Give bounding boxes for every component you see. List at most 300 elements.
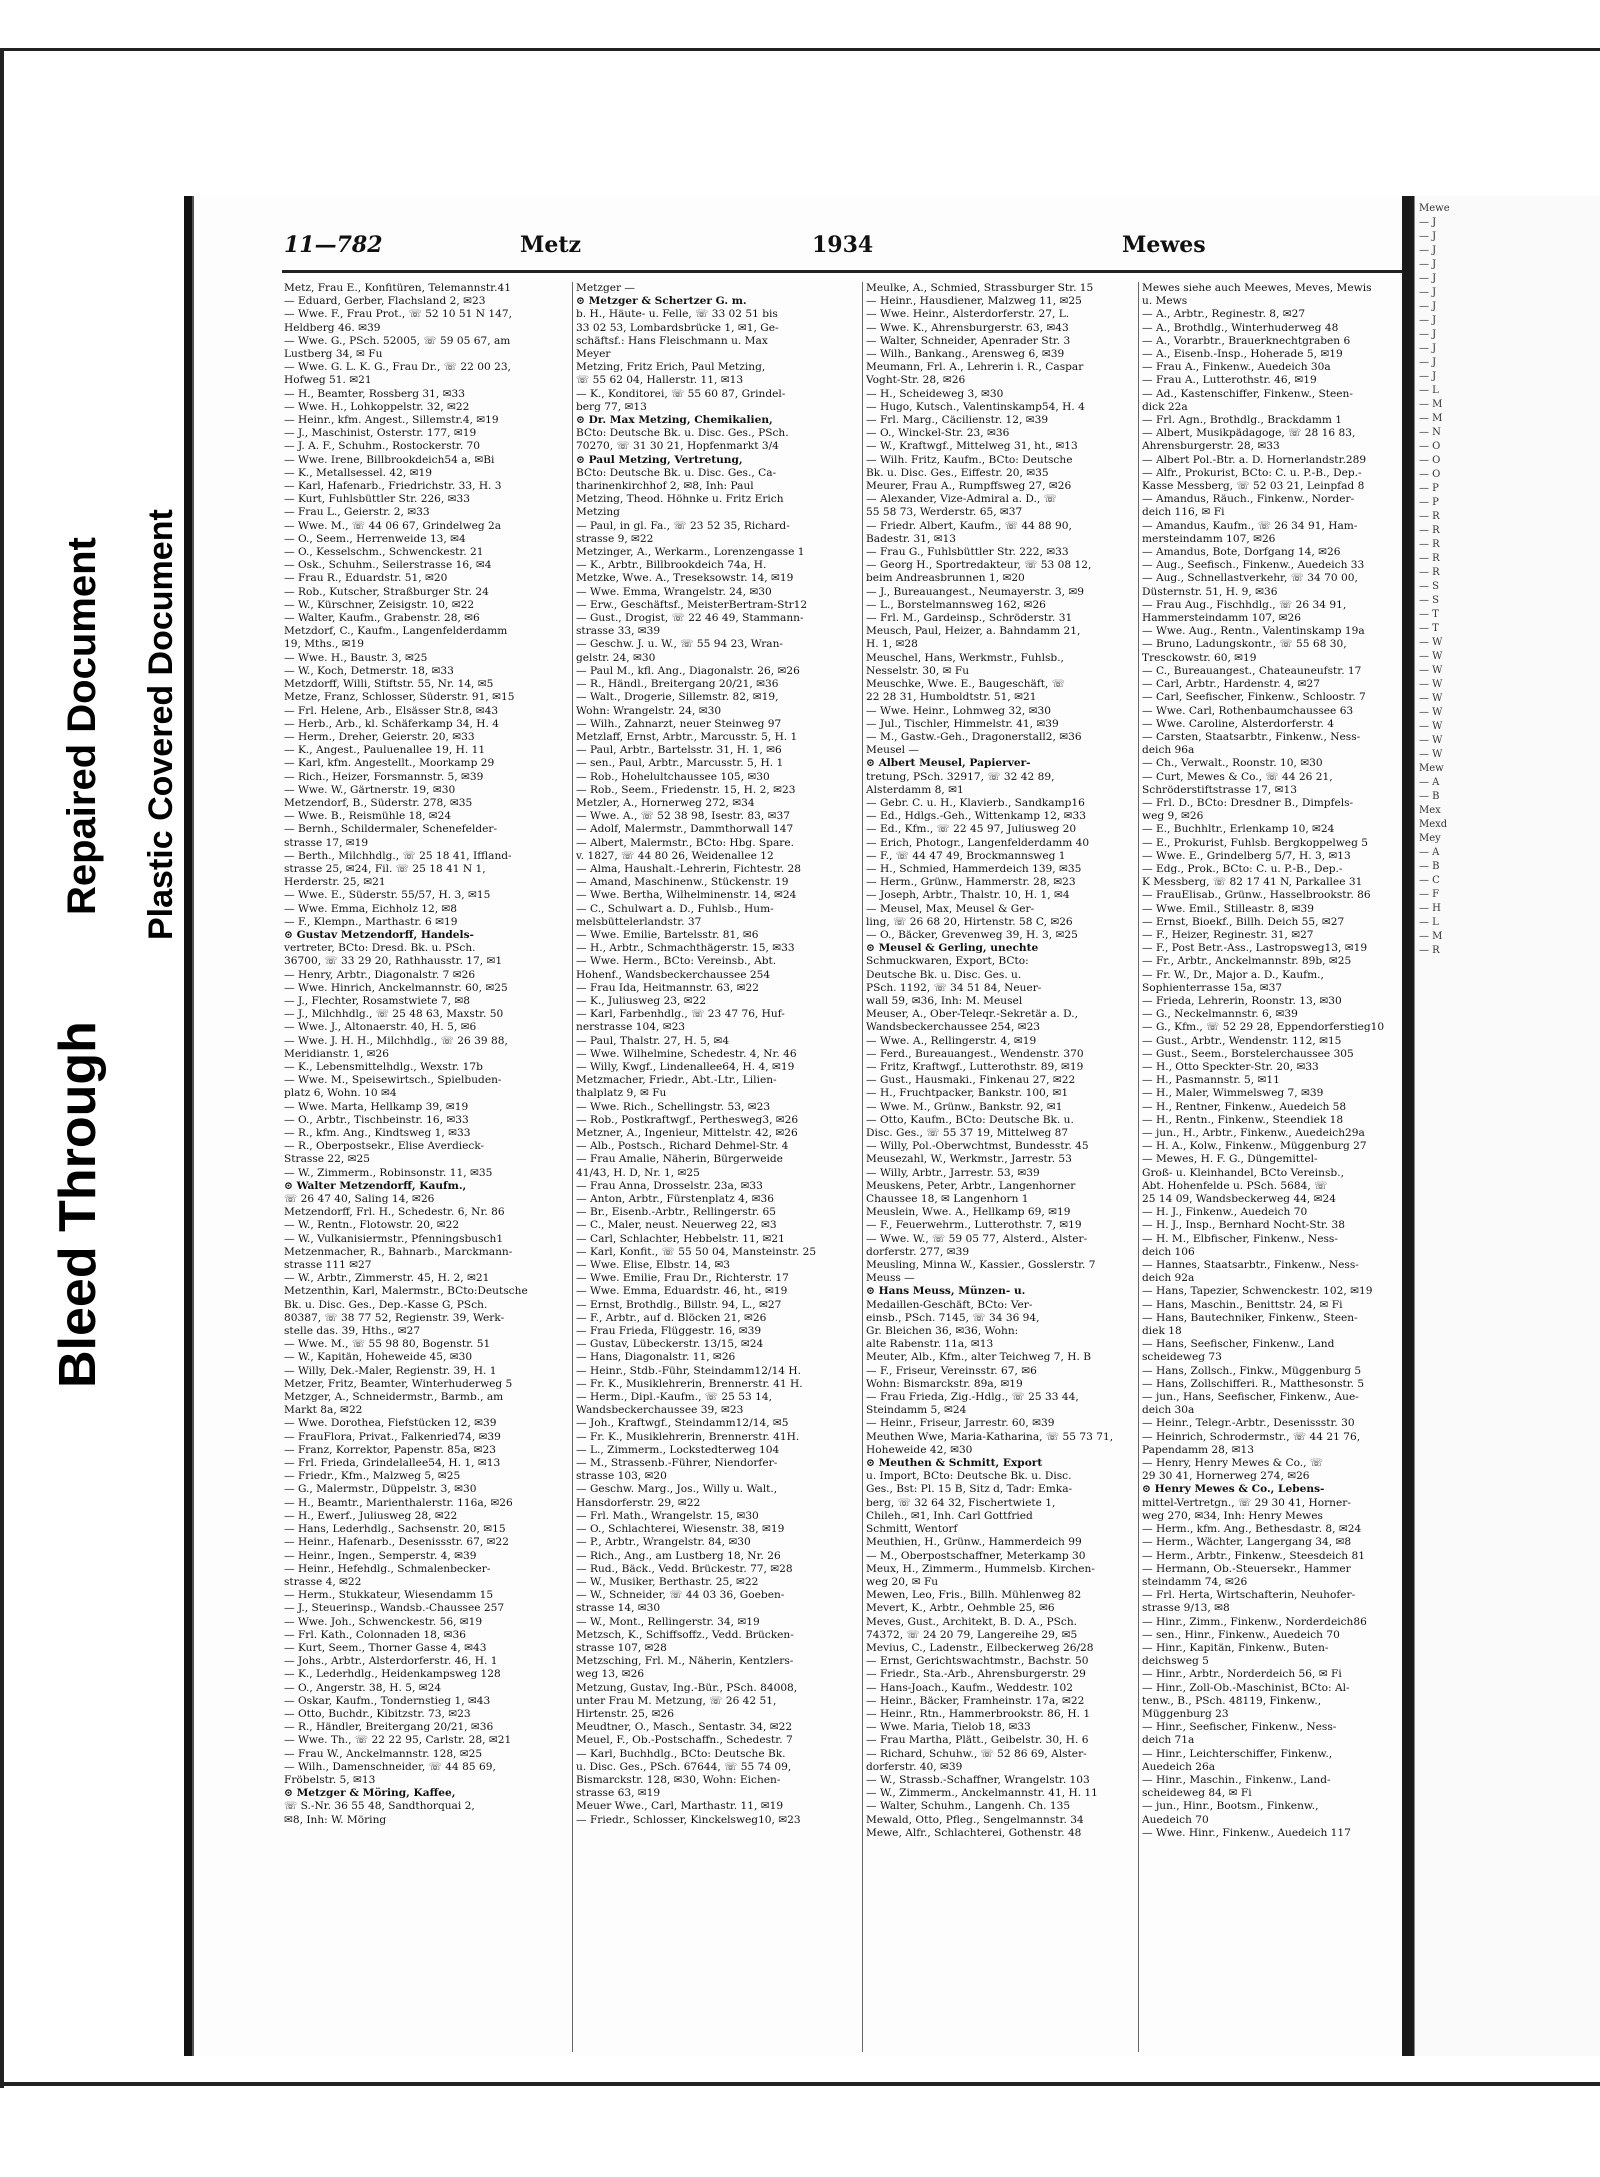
directory-entry-line: schäftsf.: Hans Fleischmann u. Max	[576, 334, 768, 347]
directory-entry-line: — Wwe. Maria, Tielob 18, ✉33	[866, 1721, 1031, 1734]
directory-entry-line: ☏ S.-Nr. 36 55 48, Sandthorquai 2,	[284, 1800, 475, 1813]
directory-entry-line: — Karl, Farbenhdlg., ☏ 23 47 76, Huf-	[576, 1008, 785, 1021]
directory-entry-line: — R., Händler, Breitergang 20/21, ✉36	[284, 1721, 494, 1734]
directory-entry-line: 29 30 41, Hornerweg 274, ✉26	[1142, 1470, 1310, 1483]
directory-entry-line: 41/43, H. D, Nr. 1, ✉25	[576, 1166, 700, 1179]
directory-entry-line: Groß- u. Kleinhandel, BCto Vereinsb.,	[1142, 1166, 1344, 1179]
adjacent-page-line: — W	[1419, 735, 1443, 746]
directory-entry-line: — Johs., Arbtr., Alsterdorferstr. 46, H. 1	[284, 1655, 498, 1668]
directory-entry-line: — H., Pasmannstr. 5, ✉11	[1142, 1074, 1280, 1087]
directory-entry-line: strasse 103, ✉20	[576, 1470, 667, 1483]
directory-entry-line: berg, ☏ 32 64 32, Fischertwiete 1,	[866, 1496, 1056, 1509]
directory-entry-line: weg 9, ✉26	[1142, 810, 1204, 823]
directory-entry-line: — Rob., Seem., Friedenstr. 15, H. 2, ✉23	[576, 783, 796, 796]
directory-entry-line: — Frau Frieda, Flüggestr. 16, ✉39	[576, 1325, 762, 1338]
directory-entry-line: Mewe, Alfr., Schlachterei, Gothenstr. 48	[866, 1826, 1082, 1839]
directory-entry-line: — Wilh., Bankang., Arensweg 6, ✉39	[866, 348, 1065, 361]
directory-entry-line: — Wwe. Bertha, Wilhelminenstr. 14, ✉24	[576, 889, 797, 902]
directory-entry-line: — C., Bureauangest., Chateauneufstr. 17	[1142, 664, 1362, 677]
directory-entry-line: 22 28 31, Humboldtstr. 51, ✉21	[866, 691, 1037, 704]
directory-entry-line: — Geschw. J. u. W., ☏ 55 94 23, Wran-	[576, 638, 784, 651]
directory-entry-line: — O., Schlachterei, Wiesenstr. 38, ✉19	[576, 1523, 785, 1536]
directory-entry-line: u. Disc. Ges., PSch. 67644, ☏ 55 74 09,	[576, 1760, 792, 1773]
directory-entry-line: — P., Arbtr., Wrangelstr. 84, ✉30	[576, 1536, 751, 1549]
directory-entry-line: — Wwe. M., Grünw., Bankstr. 92, ✉1	[866, 1100, 1063, 1113]
directory-entry-line: Alsterdamm 8, ✉1	[866, 783, 964, 796]
directory-entry-line: Chileh., ✉1, Inh. Carl Gottfried	[866, 1509, 1033, 1522]
directory-entry-line: — Hans-Joach., Kaufm., Weddestr. 102	[866, 1681, 1073, 1694]
adjacent-page-line: — A	[1419, 847, 1440, 858]
directory-entry-line: — G., Neckelmannstr. 6, ✉39	[1142, 1008, 1298, 1021]
directory-entry-line: Disc. Ges., ☏ 55 37 19, Mittelweg 87	[866, 1127, 1069, 1139]
directory-entry-line: Wandsbeckerchaussee 254, ✉23	[866, 1021, 1041, 1034]
directory-entry-line: — Rob., Postkraftwgf., Perthesweg3, ✉26	[576, 1113, 799, 1126]
directory-entry-line: strasse 9, ✉22	[576, 532, 654, 545]
directory-entry-line: — G., Kfm., ☏ 52 29 28, Eppendorferstieg10	[1142, 1021, 1385, 1034]
directory-entry-line: — Heinr., Ingen., Semperstr. 4, ✉39	[284, 1549, 477, 1562]
directory-entry-line: Meumann, Frl. A., Lehrerin i. R., Caspar	[866, 361, 1084, 374]
directory-entry-line: — Wwe. Dorothea, Fiefstücken 12, ✉39	[284, 1417, 497, 1430]
directory-entry-line: Müggenburg 23	[1142, 1707, 1229, 1720]
directory-entry-line: — Ed., Kfm., ☏ 22 45 97, Juliusweg 20	[866, 823, 1077, 836]
directory-entry-line: deich 71a	[1142, 1734, 1195, 1747]
directory-entry-line: Meuthen Wwe, Maria-Katharina, ☏ 55 73 71,	[866, 1430, 1114, 1443]
directory-entry-line: — M., Gastw.-Geh., Dragonerstall2, ✉36	[866, 730, 1082, 743]
directory-entry-line: — Walt., Drogerie, Sillemstr. 82, ✉19,	[576, 691, 779, 704]
directory-entry-line: Meuel, F., Ob.-Postschaffn., Schedestr. 7	[576, 1734, 793, 1747]
directory-entry-line: v. 1827, ☏ 44 80 26, Weidenallee 12	[576, 849, 774, 862]
directory-entry-line: — F., Heizer, Reginestr. 31, ✉27	[1142, 928, 1314, 941]
directory-entry-line: — W., Arbtr., Zimmerstr. 45, H. 2, ✉21	[284, 1272, 490, 1285]
directory-entry-line: — Herm., Dreher, Geierstr. 20, ✉33	[284, 730, 475, 743]
directory-entry-line: strasse 107, ✉28	[576, 1641, 667, 1654]
directory-entry-line: — Henry, Arbtr., Diagonalstr. 7 ✉26	[284, 968, 476, 981]
directory-entry-line: — jun., H., Arbtr., Finkenw., Auedeich29a	[1142, 1127, 1365, 1139]
directory-entry-line: — Wwe. Herm., BCto: Vereinsb., Abt.	[576, 955, 777, 968]
directory-entry-line: Metzdorff, Willi, Stiftstr. 55, Nr. 14, ✉5	[284, 678, 494, 691]
adjacent-page-line: — J	[1419, 329, 1437, 340]
directory-entry-line: — Wwe. Wilhelmine, Schedestr. 4, Nr. 46	[576, 1047, 797, 1060]
directory-entry-line: Metzinger, A., Werkarm., Lorenzengasse 1	[576, 546, 805, 559]
directory-entry-line: — Frieda, Lehrerin, Roonstr. 13, ✉30	[1142, 994, 1342, 1007]
directory-entry-line: ⊙ Dr. Max Metzing, Chemikalien,	[576, 414, 773, 427]
directory-entry-line: b. H., Häute- u. Felle, ☏ 33 02 51 bis	[576, 308, 778, 321]
directory-entry-line: — R., kfm. Ang., Kindtsweg 1, ✉33	[284, 1127, 471, 1139]
directory-entry-line: — M., Strassenb.-Führer, Niendorfer-	[576, 1457, 778, 1470]
directory-entry-line: Markt 8a, ✉22	[284, 1404, 363, 1417]
directory-entry-line: Mewes siehe auch Meewes, Meves, Mewis	[1142, 282, 1372, 294]
directory-entry-line: wall 59, ✉36, Inh: M. Meusel	[866, 994, 1023, 1007]
directory-entry-line: — Eduard, Gerber, Flachsland 2, ✉23	[284, 295, 486, 308]
directory-entry-line: — Walter, Kaufm., Grabenstr. 28, ✉6	[284, 612, 480, 625]
directory-entry-line: ⊙ Meuthen & Schmitt, Export	[866, 1457, 1043, 1470]
directory-entry-line: — Wwe. W., Gärtnerstr. 19, ✉30	[284, 783, 456, 796]
directory-entry-line: einsb., PSch. 7145, ☏ 34 36 94,	[866, 1311, 1040, 1324]
directory-entry-line: — Hans, Zollsch., Finkw., Müggenburg 5	[1142, 1364, 1362, 1377]
directory-entry-line: thalplatz 9, ✉ Fu	[576, 1087, 667, 1100]
directory-entry-line: Wandsbeckerchaussee 39, ✉23	[576, 1404, 744, 1417]
directory-entry-line: — Wwe. Emilie, Bartelsstr. 81, ✉6	[576, 928, 759, 941]
directory-entry-line: — Wwe. H., Baustr. 3, ✉25	[284, 651, 428, 664]
directory-entry-line: — Wwe. M., ☏ 55 98 80, Bogenstr. 51	[284, 1338, 491, 1351]
directory-entry-line: — K., Konditorei, ☏ 55 60 87, Grindel-	[576, 387, 786, 400]
directory-entry-line: ⊙ Henry Mewes & Co., Lebens-	[1142, 1483, 1325, 1496]
adjacent-page-line: — S	[1419, 595, 1440, 606]
directory-entry-line: — Wwe. F., Frau Prot., ☏ 52 10 51 N 147,	[284, 308, 512, 321]
directory-entry-line: 74372, ☏ 24 20 79, Langereihe 29, ✉5	[866, 1628, 1078, 1641]
directory-entry-line: Metzke, Wwe. A., Treseksowstr. 14, ✉19	[576, 572, 794, 585]
directory-entry-line: — O., Winckel-Str. 23, ✉36	[866, 427, 1010, 440]
directory-entry-line: H. 1, ✉28	[866, 638, 918, 651]
directory-entry-line: — Herm., Dipl.-Kaufm., ☏ 25 53 14,	[576, 1391, 772, 1404]
directory-entry-line: — Bruno, Ladungskontr., ☏ 55 68 30,	[1142, 638, 1347, 651]
directory-entry-line: — Ernst, Gerichtswachtmstr., Bachstr. 50	[866, 1655, 1089, 1668]
directory-entry-line: Nesselstr. 30, ✉ Fu	[866, 664, 970, 677]
plastic-covered-label: Plastic Covered Document	[142, 509, 180, 940]
directory-entry-line: ⊙ Meusel & Gerling, unechte	[866, 942, 1039, 955]
directory-entry-line: — Erw., Geschäftsf., MeisterBertram-Str12	[576, 598, 808, 611]
page-gutter	[1402, 196, 1414, 2056]
directory-entry-line: scheideweg 73	[1142, 1351, 1222, 1364]
directory-entry-line: deich 106	[1142, 1245, 1195, 1258]
directory-entry-line: tharinenkirchhof 2, ✉8, Inh: Paul	[576, 480, 754, 493]
directory-entry-line: strasse 9/13, ✉8	[1142, 1602, 1230, 1615]
directory-entry-line: nerstrasse 104, ✉23	[576, 1021, 686, 1034]
directory-entry-line: — Mewes, H. F. G., Düngemittel-	[1142, 1153, 1318, 1166]
directory-entry-line: — Frau Ida, Heitmannstr. 63, ✉22	[576, 981, 759, 994]
directory-entry-line: berg 77, ✉13	[576, 400, 647, 413]
adjacent-page-line: — H	[1419, 903, 1441, 914]
directory-entry-line: — Ernst, Bioekf., Billh. Deich 55, ✉27	[1142, 915, 1345, 928]
directory-entry-line: — W., Kapitän, Hoheweide 45, ✉30	[284, 1351, 473, 1364]
directory-entry-line: — Aug., Schnellastverkehr, ☏ 34 70 00,	[1142, 572, 1358, 585]
directory-entry-line: — H., Beamtr., Marienthalerstr. 116a, ✉26	[284, 1496, 513, 1509]
directory-entry-line: Meuer Wwe., Carl, Marthastr. 11, ✉19	[576, 1800, 784, 1813]
directory-entry-line: Hofweg 51. ✉21	[284, 374, 372, 387]
directory-entry-line: ⊙ Metzger & Schertzer G. m.	[576, 295, 747, 308]
directory-entry-line: strasse 25, ✉24, Fil. ☏ 25 18 41 N 1,	[284, 862, 486, 875]
directory-entry-line: Mevius, C., Ladenstr., Eilbeckerweg 26/28	[866, 1641, 1094, 1654]
directory-entry-line: — H. J., Finkenw., Auedeich 70	[1142, 1206, 1308, 1219]
adjacent-page-line: — R	[1419, 511, 1440, 522]
directory-entry-line: — Hinr., Leichterschiffer, Finkenw.,	[1142, 1747, 1333, 1760]
directory-entry-line: Metzdorf, C., Kaufm., Langenfelderdamm	[284, 625, 508, 638]
directory-entry-line: — sen., Hinr., Finkenw., Auedeich 70	[1142, 1628, 1340, 1641]
directory-entry-line: 25 14 09, Wandsbeckerweg 44, ✉24	[1142, 1193, 1337, 1206]
directory-entry-line: ⊙ Metzger & Möring, Kaffee,	[284, 1787, 456, 1800]
directory-entry-line: Metzing, Fritz Erich, Paul Metzing,	[576, 361, 766, 374]
directory-entry-line: — Jul., Tischler, Himmelstr. 41, ✉39	[866, 717, 1059, 730]
directory-entry-line: — Frau Anna, Drosselstr. 23a, ✉33	[576, 1179, 763, 1192]
adjacent-page-line: — R	[1419, 945, 1440, 956]
directory-entry-line: — Herm., Stukkateur, Wiesendamm 15	[284, 1589, 494, 1602]
directory-entry-line: — Wilh., Zahnarzt, neuer Steinweg 97	[576, 717, 782, 730]
directory-entry-line: — Heinr., Friseur, Jarrestr. 60, ✉39	[866, 1417, 1055, 1430]
directory-entry-line: — Hinr., Arbtr., Norderdeich 56, ✉ Fi	[1142, 1668, 1342, 1681]
directory-entry-line: — Albert, Musikpädagoge, ☏ 28 16 83,	[1142, 427, 1356, 440]
adjacent-page-line: — J	[1419, 231, 1437, 242]
directory-entry-line: — Ferd., Bureauangest., Wendenstr. 370	[866, 1047, 1084, 1060]
directory-entry-line: — Henry, Henry Mewes & Co., ☏	[1142, 1457, 1324, 1470]
adjacent-page-line: — J	[1419, 217, 1437, 228]
directory-entry-line: — H., Otto Speckter-Str. 20, ✉33	[1142, 1060, 1319, 1073]
directory-entry-line: deich 116, ✉ Fi	[1142, 506, 1225, 519]
directory-entry-line: — W., Kürschner, Zeisigstr. 10, ✉22	[284, 598, 475, 611]
directory-entry-line: Metzmacher, Friedr., Abt.-Ltr., Lilien-	[576, 1074, 777, 1087]
directory-entry-line: — Adolf, Malermstr., Dammthorwall 147	[576, 823, 794, 836]
directory-entry-line: Metzger, A., Schneidermstr., Barmb., am	[284, 1391, 504, 1404]
directory-entry-line: — Hans, Lederhdlg., Sachsenstr. 20, ✉15	[284, 1523, 506, 1536]
directory-entry-line: — Oskar, Kaufm., Tondernstieg 1, ✉43	[284, 1694, 491, 1707]
directory-entry-line: Metzendorf, B., Süderstr. 278, ✉35	[284, 796, 473, 809]
directory-entry-line: — Herb., Arb., kl. Schäferkamp 34, H. 4	[284, 717, 499, 730]
directory-entry-line: — Gust., Drogist, ☏ 22 46 49, Stammann-	[576, 612, 804, 625]
directory-entry-line: vertreter, BCto: Dresd. Bk. u. PSch.	[284, 942, 476, 955]
directory-entry-line: BCto: Deutsche Bk. u. Disc. Ges., PSch.	[576, 427, 789, 440]
directory-entry-line: Metzsching, Frl. M., Näherin, Kentzlers-	[576, 1655, 794, 1668]
directory-entry-line: ⊙ Albert Meusel, Papierver-	[866, 757, 1031, 770]
directory-entry-line: Metzer, Fritz, Beamter, Winterhuderweg 5	[284, 1377, 513, 1390]
directory-entry-line: — Heinr., Hefehdlg., Schmalenbecker-	[284, 1562, 491, 1575]
directory-entry-line: — Amandus, Bote, Dorfgang 14, ✉26	[1142, 546, 1341, 559]
directory-entry-line: — Wwe. Elise, Elbstr. 14, ✉3	[576, 1259, 730, 1272]
directory-entry-line: — Wwe. Emma, Eichholz 12, ✉8	[284, 902, 458, 915]
directory-entry-line: Mevert, K., Arbtr., Oehmble 25, ✉6	[866, 1602, 1055, 1615]
directory-entry-line: Meuss —	[866, 1272, 915, 1285]
directory-entry-line: — Friedr., Sta.-Arb., Ahrensburgerstr. 29	[866, 1668, 1086, 1681]
directory-entry-line: — Frau L., Geierstr. 2, ✉33	[284, 506, 430, 519]
directory-entry-line: stelle das. 39, Hths., ✉27	[284, 1325, 421, 1338]
directory-entry-line: Medaillen-Geschäft, BCto: Ver-	[866, 1298, 1033, 1311]
adjacent-page-line: — W	[1419, 665, 1443, 676]
directory-entry-line: ☏ 26 47 40, Saling 14, ✉26	[284, 1193, 435, 1206]
adjacent-page-line: — R	[1419, 567, 1440, 578]
directory-entry-line: Auedeich 26a	[1142, 1760, 1216, 1773]
adjacent-page-line: — O	[1419, 455, 1441, 466]
directory-entry-line: — F., Arbtr., auf d. Blöcken 21, ✉26	[576, 1311, 767, 1324]
directory-entry-line: — L., Borstelmannsweg 162, ✉26	[866, 598, 1046, 611]
directory-entry-line: — Herm., kfm. Ang., Bethesdastr. 8, ✉24	[1142, 1523, 1362, 1536]
directory-entry-line: — W., Musiker, Berthastr. 25, ✉22	[576, 1575, 759, 1588]
directory-entry-line: — Frl. Kath., Colonnaden 18, ✉36	[284, 1628, 466, 1641]
directory-entry-line: — E., Buchhltr., Erlenkamp 10, ✉24	[1142, 823, 1335, 836]
directory-entry-line: — Hinr., Kapitän, Finkenw., Buten-	[1142, 1641, 1329, 1654]
directory-entry-line: — Wwe. E., Grindelberg 5/7, H. 3, ✉13	[1142, 849, 1351, 862]
directory-entry-line: — W., Zimmerm., Anckelmannstr. 41, H. 11	[866, 1787, 1098, 1800]
directory-entry-line: — Georg H., Sportredakteur, ☏ 53 08 12,	[866, 559, 1092, 572]
directory-entry-line: Gr. Bleichen 36, ✉36, Wohn:	[866, 1325, 1019, 1338]
directory-entry-line: — Wwe. Emil., Stilleastr. 8, ✉39	[1142, 902, 1315, 915]
directory-entry-line: — Heinr., Hausdiener, Malzweg 11, ✉25	[866, 295, 1082, 308]
directory-entry-line: Meuschel, Hans, Werkmstr., Fuhlsb.,	[866, 651, 1064, 664]
directory-entry-line: Sophienterrasse 15a, ✉37	[1142, 981, 1283, 994]
adjacent-page-line: — B	[1419, 791, 1440, 802]
directory-entry-line: — A., Brothdlg., Winterhuderweg 48	[1142, 321, 1339, 334]
directory-entry-line: — Fr. K., Musiklehrerin, Brennerstr. 41 H.	[576, 1377, 803, 1390]
directory-entry-line: strasse 17, ✉19	[284, 836, 369, 849]
scan-border-bottom	[0, 2082, 1600, 2086]
directory-entry-line: — R., Oberpostsekr., Elise Averdieck-	[284, 1140, 485, 1153]
header-year: 1934	[812, 232, 874, 258]
directory-entry-line: — Willy, Kwgf., Lindenallee64, H. 4, ✉19	[576, 1060, 795, 1073]
directory-entry-line: weg 20, ✉ Fu	[866, 1575, 939, 1588]
directory-entry-line: BCto: Deutsche Bk. u. Disc. Ges., Ca-	[576, 466, 777, 479]
directory-entry-line: — Frl. Herta, Wirtschafterin, Neuhofer-	[1142, 1589, 1356, 1602]
directory-entry-line: — Ch., Verwalt., Roonstr. 10, ✉30	[1142, 757, 1323, 770]
directory-entry-line: — Aug., Seefisch., Finkenw., Auedeich 33	[1142, 559, 1365, 572]
directory-entry-line: — Ernst, Brothdlg., Billstr. 94, L., ✉27	[576, 1298, 782, 1311]
directory-entry-line: — Wwe. Joh., Schwenckestr. 56, ✉19	[284, 1615, 483, 1628]
directory-entry-line: Schröderstiftstrasse 17, ✉13	[1142, 783, 1297, 796]
directory-entry-line: — W., Schneider, ☏ 44 03 36, Goeben-	[576, 1589, 785, 1602]
directory-entry-line: — Heinr., kfm. Angest., Sillemstr.4, ✉19	[284, 414, 499, 427]
directory-entry-line: — W., Mont., Rellingerstr. 34, ✉19	[576, 1615, 760, 1628]
directory-entry-line: — F., Klempn., Marthastr. 6 ✉19	[284, 915, 458, 928]
directory-entry-line: ⊙ Hans Meuss, Münzen- u.	[866, 1285, 1026, 1298]
directory-entry-line: — Wwe. Marta, Hellkamp 39, ✉19	[284, 1100, 469, 1113]
directory-entry-line: Metzenthin, Karl, Malermstr., BCto:Deutsche	[284, 1285, 528, 1298]
adjacent-page-line: — J	[1419, 357, 1437, 368]
directory-entry-line: Kasse Messberg, ☏ 52 03 21, Leinpfad 8	[1142, 480, 1365, 493]
directory-entry-line: — Anton, Arbtr., Fürstenplatz 4, ✉36	[576, 1193, 774, 1206]
directory-entry-line: Schmuckwaren, Export, BCto:	[866, 955, 1029, 968]
directory-entry-line: — jun., Hinr., Bootsm., Finkenw.,	[1142, 1800, 1319, 1813]
directory-entry-line: Metzendorff, Frl. H., Schedestr. 6, Nr. 86	[284, 1206, 505, 1219]
column-divider	[862, 282, 863, 2052]
directory-entry-line: dorferstr. 40, ✉39	[866, 1760, 963, 1773]
directory-entry-line: — H., Fruchtpacker, Bankstr. 100, ✉1	[866, 1087, 1069, 1100]
directory-entry-line: Hansdorferstr. 29, ✉22	[576, 1496, 701, 1509]
directory-entry-line: — Ad., Kastenschiffer, Finkenw., Steen-	[1142, 387, 1353, 400]
adjacent-page-lines	[1415, 196, 1600, 958]
directory-entry-line: — Wwe. Aug., Rentn., Valentinskamp 19a	[1142, 625, 1365, 638]
directory-entry-line: — Richard, Schuhw., ☏ 52 86 69, Alster-	[866, 1747, 1087, 1760]
directory-entry-line: Metzenmacher, R., Bahnarb., Marckmann-	[284, 1245, 513, 1258]
directory-entry-line: Meusel —	[866, 744, 919, 757]
directory-entry-line: 70270, ☏ 31 30 21, Hopfenmarkt 3/4	[576, 440, 779, 453]
directory-entry-line: — Frl. Marg., Cäcilienstr. 12, ✉39	[866, 414, 1049, 427]
page-number: 11—782	[284, 232, 383, 258]
directory-entry-line: — Wwe. G., PSch. 52005, ☏ 59 05 67, am	[284, 334, 511, 347]
adjacent-page-line: — W	[1419, 721, 1443, 732]
directory-entry-line: — Frau G., Fuhlsbüttler Str. 222, ✉33	[866, 546, 1069, 559]
adjacent-page-line: — J	[1419, 301, 1437, 312]
directory-entry-line: Hohenf., Wandsbeckerchaussee 254	[576, 968, 771, 981]
directory-entry-line: — FrauFlora, Privat., Falkenried74, ✉39	[284, 1430, 501, 1443]
directory-entry-line: Meyer	[576, 348, 611, 361]
directory-entry-line: — K., Juliusweg 23, ✉22	[576, 994, 707, 1007]
directory-entry-line: melsbüttelerlandstr. 37	[576, 915, 702, 928]
directory-entry-line: — Wwe. B., Reismühle 18, ✉24	[284, 810, 452, 823]
directory-entry-line: Metzner, A., Ingenieur, Mittelstr. 42, ✉26	[576, 1127, 798, 1139]
adjacent-page-line: — N	[1419, 427, 1441, 438]
directory-entry-line: — Wwe. K., Ahrensburgerstr. 63, ✉43	[866, 321, 1069, 334]
directory-entry-line: — J., Steuerinsp., Wandsb.-Chaussee 257	[284, 1602, 505, 1615]
adjacent-page-line: — P	[1419, 483, 1439, 494]
directory-entry-line: ⊙ Gustav Metzendorff, Handels-	[284, 928, 474, 941]
directory-entry-line: — Frau A., Lutterothstr. 46, ✉19	[1142, 374, 1317, 387]
directory-entry-line: deich 96a	[1142, 744, 1195, 757]
directory-entry-line: Metzung, Gustav, Ing.-Bür., PSch. 84008,	[576, 1681, 798, 1694]
directory-entry-line: — Meusel, Max, Meusel & Ger-	[866, 902, 1035, 915]
directory-entry-line: tretung, PSch. 32917, ☏ 32 42 89,	[866, 770, 1055, 783]
adjacent-page-line: — C	[1419, 875, 1440, 886]
directory-entry-line: scheideweg 84, ✉ Fi	[1142, 1787, 1252, 1800]
directory-entry-line: — O., Seem., Herrenweide 13, ✉4	[284, 532, 466, 545]
directory-entry-line: dorferstr. 277, ✉39	[866, 1245, 970, 1258]
directory-entry-line: Herderstr. 25, ✉21	[284, 876, 386, 889]
directory-entry-line: — FrauElisab., Grünw., Hasselbrookstr. 86	[1142, 889, 1371, 902]
directory-entry-line: Bk. u. Disc. Ges., Dep.-Kasse G, PSch.	[284, 1298, 488, 1311]
directory-entry-line: — H., Arbtr., Schmachthägerstr. 15, ✉33	[576, 942, 795, 955]
directory-entry-line: — Hans, Zollschifferi. R., Matthesonstr. 5	[1142, 1377, 1365, 1390]
adjacent-page-line: — J	[1419, 371, 1437, 382]
directory-entry-line: Meuter, Alb., Kfm., alter Teichweg 7, H. B	[866, 1351, 1092, 1364]
directory-entry-line: — Fr., Arbtr., Anckelmannstr. 89b, ✉25	[1142, 955, 1352, 968]
directory-entry-line: — L., Zimmerm., Lockstedterweg 104	[576, 1443, 780, 1456]
directory-entry-line: — H., Maler, Wimmelsweg 7, ✉39	[1142, 1087, 1324, 1100]
directory-entry-line: — F., Post Betr.-Ass., Lastropsweg13, ✉19	[1142, 942, 1368, 955]
directory-entry-line: ⊙ Paul Metzing, Vertretung,	[576, 453, 743, 466]
adjacent-page-line: Mex	[1419, 805, 1441, 816]
adjacent-page-line: — O	[1419, 469, 1441, 480]
directory-entry-line: Mewald, Otto, Pfleg., Sengelmannstr. 34	[866, 1813, 1084, 1826]
directory-entry-line: — Rob., Hohelultchaussee 105, ✉30	[576, 770, 770, 783]
directory-entry-line: — Wwe. Heinr., Alsterdorferstr. 27, L.	[866, 308, 1070, 321]
directory-entry-line: — Bernh., Schildermaler, Schenefelder-	[284, 823, 498, 836]
directory-entry-line: — A., Arbtr., Reginestr. 8, ✉27	[1142, 308, 1306, 321]
directory-entry-line: — J., Bureauangest., Neumayerstr. 3, ✉9	[866, 585, 1085, 598]
directory-entry-line: — Kurt, Fuhlsbüttler Str. 226, ✉33	[284, 493, 471, 506]
adjacent-page-line: — J	[1419, 259, 1437, 270]
directory-entry-line: Meux, H., Zimmerm., Hummelsb. Kirchen-	[866, 1562, 1095, 1575]
directory-entry-line: strasse 111 ✉27	[284, 1259, 372, 1272]
directory-entry-line: — K., Lebensmittelhdlg., Wexstr. 17b	[284, 1060, 483, 1073]
directory-entry-line: deich 92a	[1142, 1272, 1195, 1285]
directory-entry-line: — M., Oberpostschaffner, Meterkamp 30	[866, 1549, 1086, 1562]
adjacent-page-line: — O	[1419, 441, 1441, 452]
directory-entry-line: — Herm., Wächter, Langergang 34, ✉8	[1142, 1536, 1352, 1549]
directory-entry-line: — sen., Paul, Arbtr., Marcusstr. 5, H. 1	[576, 757, 784, 770]
directory-entry-line: — Friedr. Albert, Kaufm., ☏ 44 88 90,	[866, 519, 1072, 532]
directory-entry-line: mersteindamm 107, ✉26	[1142, 532, 1276, 545]
directory-entry-line: — Joh., Kraftwgf., Steindamm12/14, ✉5	[576, 1417, 789, 1430]
directory-entry-line: — Frau Amalie, Näherin, Bürgerweide	[576, 1153, 783, 1166]
directory-entry-line: — H. M., Elbfischer, Finkenw., Ness-	[1142, 1232, 1338, 1245]
directory-entry-line: Bismarckstr. 128, ✉30, Wohn: Eichen-	[576, 1773, 781, 1786]
directory-entry-line: — E., Prokurist, Fuhlsb. Bergkoppelweg 5	[1142, 836, 1368, 849]
directory-entry-line: — Otto, Kaufm., BCto: Deutsche Bk. u.	[866, 1113, 1074, 1126]
directory-entry-line: Düsternstr. 51, H. 9, ✉36	[1142, 585, 1278, 598]
directory-entry-line: K Messberg, ☏ 82 17 41 N, Parkallee 31	[1142, 876, 1363, 889]
adjacent-page-line: — T	[1419, 623, 1439, 634]
directory-entry-line: ☏ 55 62 04, Hallerstr. 11, ✉13	[576, 374, 744, 387]
directory-entry-line: u. Import, BCto: Deutsche Bk. u. Disc.	[866, 1470, 1072, 1483]
directory-entry-line: — Frl. Frieda, Grindelallee54, H. 1, ✉13	[284, 1457, 501, 1470]
directory-entry-line: Deutsche Bk. u. Disc. Ges. u.	[866, 968, 1022, 981]
directory-entry-line: gelstr. 24, ✉30	[576, 651, 656, 664]
directory-entry-line: — Kurt, Seem., Thorner Gasse 4, ✉43	[284, 1641, 487, 1654]
directory-entry-line: deichsweg 5	[1142, 1655, 1209, 1668]
adjacent-page-line: — M	[1419, 931, 1443, 942]
directory-entry-line: — Hinr., Zoll-Ob.-Maschinist, BCto: Al-	[1142, 1681, 1350, 1694]
directory-entry-line: tenw., B., PSch. 48119, Finkenw.,	[1142, 1694, 1322, 1707]
directory-entry-line: Chaussee 18, ✉ Langenhorn 1	[866, 1193, 1029, 1206]
directory-entry-line: — K., Lederhdlg., Heidenkampsweg 128	[284, 1668, 501, 1681]
directory-entry-line: u. Mews	[1142, 295, 1188, 308]
adjacent-page-line: Mewe	[1419, 203, 1450, 214]
directory-entry-line: — Willy, Arbtr., Jarrestr. 53, ✉39	[866, 1166, 1040, 1179]
